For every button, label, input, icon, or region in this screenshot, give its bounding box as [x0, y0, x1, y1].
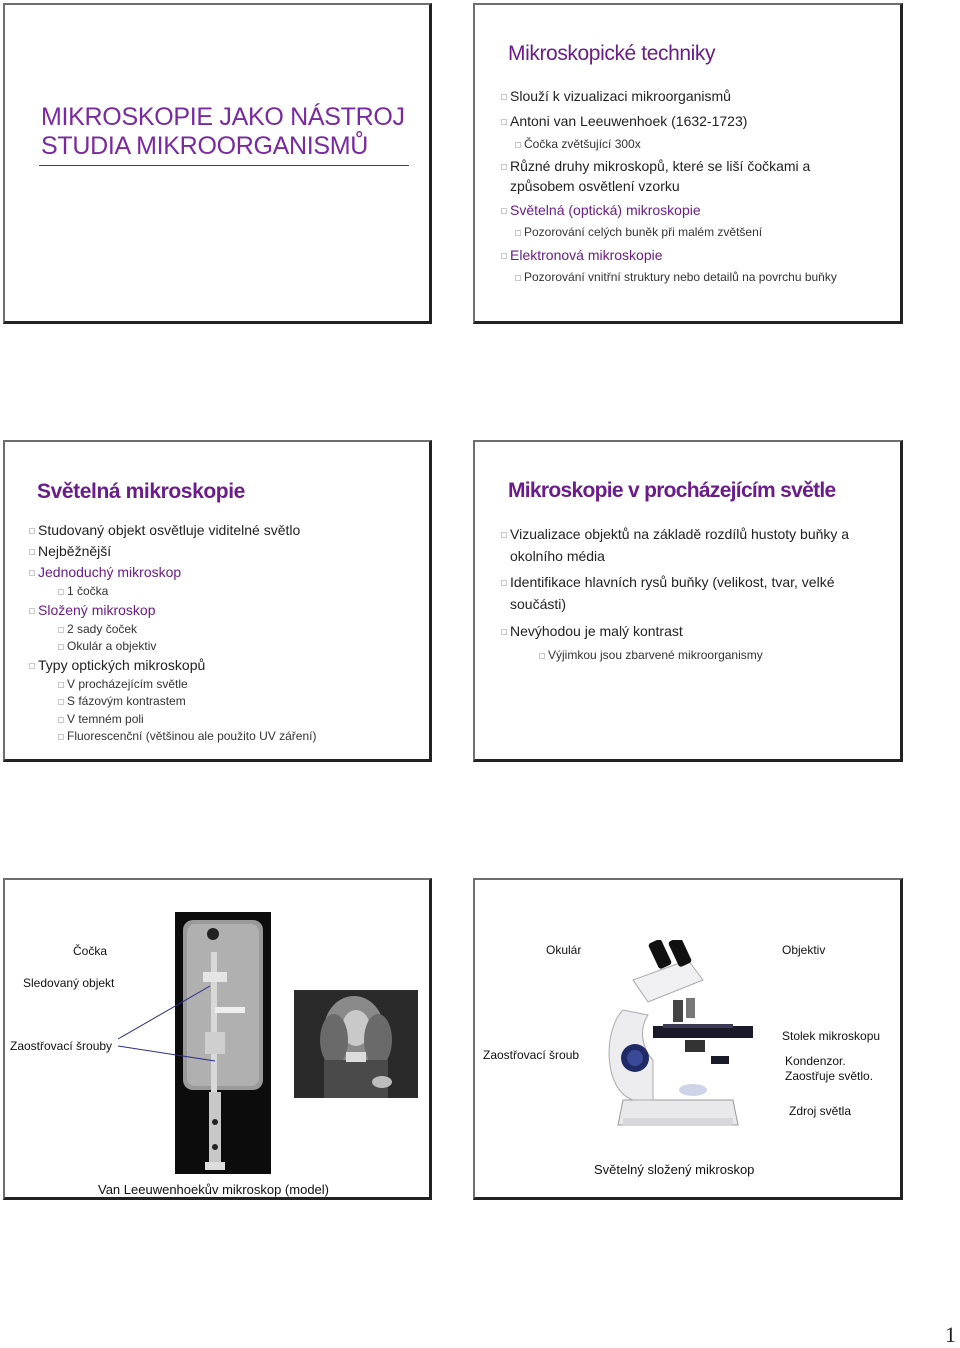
image-caption: Van Leeuwenhoekův mikroskop (model) — [98, 1182, 329, 1197]
sub-bullet: Pozorování celých buněk při malém zvětšení — [524, 225, 763, 239]
compound-microscope-image — [593, 940, 763, 1134]
slide-leeuwenhoek-microscope — [3, 878, 432, 1200]
sub-bullet: Okulár a objektiv — [67, 639, 157, 653]
bullet: Identifikace hlavních rysů buňky (velikost, tvar, velké — [510, 574, 835, 590]
label-focus-screws: Zaostřovací šrouby — [10, 1039, 113, 1053]
label-eyepiece: Okulár — [546, 943, 582, 957]
bullet: Jednoduchý mikroskop — [38, 564, 182, 580]
bullet: Světelná (optická) mikroskopie — [510, 202, 701, 218]
bullet-continuation: součásti) — [510, 596, 567, 612]
bullet: Složený mikroskop — [38, 602, 156, 618]
sub-bullet: V temném poli — [67, 712, 144, 726]
slide-title: Světelná mikroskopie — [37, 480, 245, 503]
bullet: Antoni van Leeuwenhoek (1632-1723) — [510, 113, 748, 129]
label-light-source: Zdroj světla — [789, 1104, 852, 1118]
slide-compound-microscope — [473, 878, 903, 1200]
bullet: Slouží k vizualizaci mikroorganismů — [510, 88, 731, 104]
slide-microscopy-techniques — [473, 3, 903, 324]
bullet: Nejběžnější — [38, 543, 112, 559]
sub-bullet: V procházejícím světle — [67, 677, 188, 691]
sub-bullet: Výjimkou jsou zbarvené mikroorganismy — [548, 648, 763, 662]
label-lens: Čočka — [73, 944, 108, 958]
label-focus-screw: Zaostřovací šroub — [483, 1048, 580, 1062]
bullet: Různé druhy mikroskopů, které se liší čočkami a — [510, 158, 811, 174]
label-objective: Objektiv — [782, 943, 826, 957]
title-rule — [39, 165, 409, 166]
slide-title: Mikroskopie v procházejícím světle — [508, 479, 836, 502]
bullet: Studovaný objekt osvětluje viditelné světlo — [38, 522, 301, 538]
label-condenser-line2: Zaostřuje světlo. — [785, 1069, 874, 1083]
title-line-1: MIKROSKOPIE JAKO NÁSTROJ — [41, 103, 405, 131]
bullet: Nevýhodou je malý kontrast — [510, 623, 683, 639]
bullet-continuation: způsobem osvětlení vzorku — [510, 178, 680, 194]
label-condenser-line1: Kondenzor. — [785, 1054, 846, 1068]
sub-bullet: Fluorescenční (většinou ale použito UV záření) — [67, 729, 317, 743]
label-observed-object: Sledovaný objekt — [23, 976, 115, 990]
sub-bullet: Čočka zvětšující 300x — [524, 137, 641, 151]
sub-bullet: S fázovým kontrastem — [67, 694, 186, 708]
document-title — [41, 103, 405, 161]
bullet: Typy optických mikroskopů — [38, 657, 206, 673]
sub-bullet: Pozorování vnitřní struktury nebo detailů na povrchu buňky — [524, 270, 837, 284]
label-stage: Stolek mikroskopu — [782, 1029, 881, 1043]
slide-light-microscopy — [3, 440, 432, 762]
bullet: Elektronová mikroskopie — [510, 247, 663, 263]
title-line-2: STUDIA MIKROORGANISMŮ — [41, 132, 369, 160]
slide-title: Mikroskopické techniky — [508, 42, 716, 65]
sub-bullet: 2 sady čoček — [67, 622, 138, 636]
sub-bullet: 1 čočka — [67, 584, 109, 598]
slide-title — [3, 3, 432, 324]
bullet: Vizualizace objektů na základě rozdílů hustoty buňky a — [510, 526, 850, 542]
page-number: 1 — [945, 1322, 956, 1347]
image-caption: Světelný složený mikroskop — [594, 1162, 755, 1177]
bullet-continuation: okolního média — [510, 548, 605, 564]
slide-transmitted-light — [473, 440, 903, 762]
